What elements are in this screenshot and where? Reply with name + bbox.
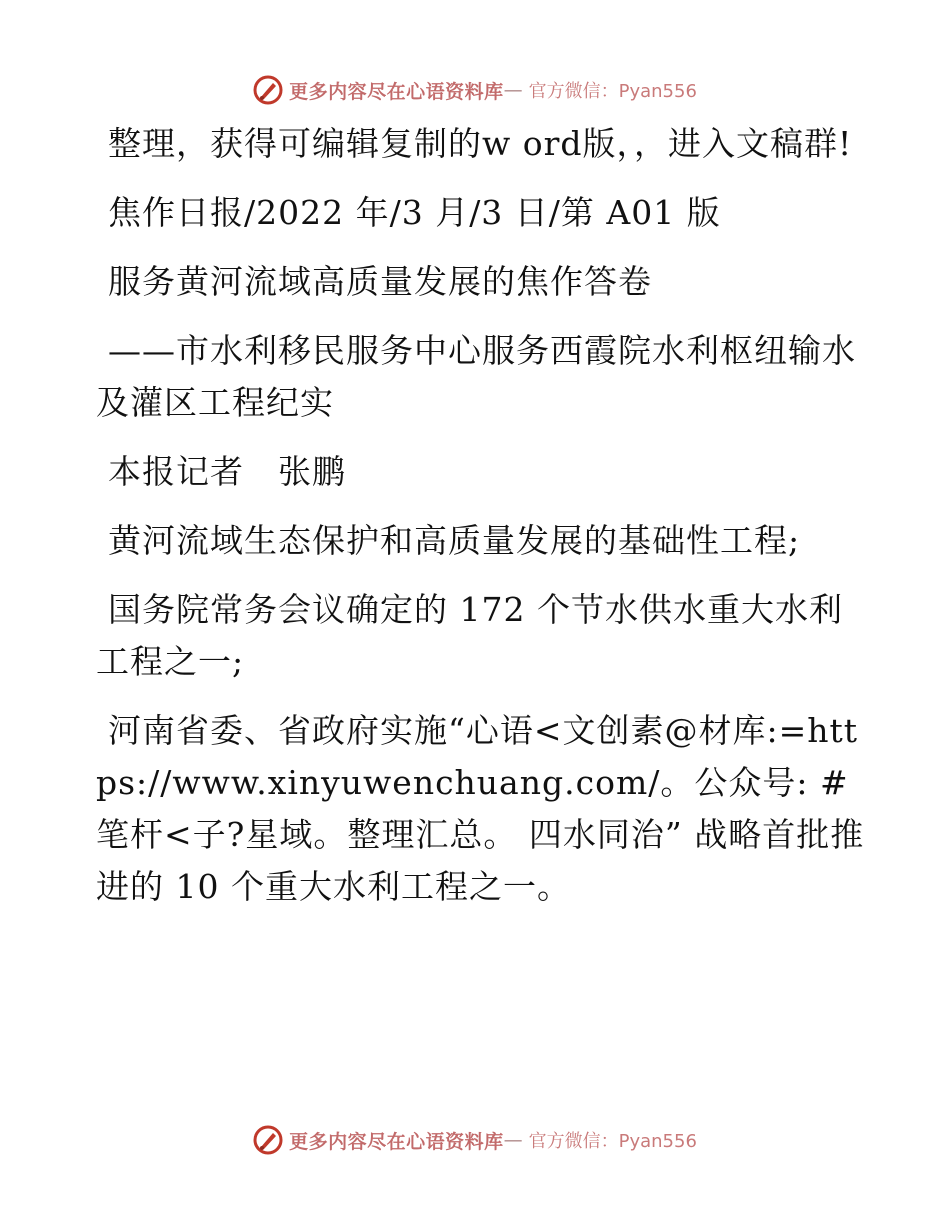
footer-separator: — bbox=[503, 1129, 523, 1151]
document-body bbox=[96, 118, 866, 930]
header-separator: — bbox=[503, 79, 523, 101]
footer-promo-text: 更多内容尽在心语资料库 bbox=[289, 1130, 504, 1153]
quill-logo-icon bbox=[253, 75, 283, 105]
paragraph-3: 河南省委、省政府实施“心语<文创素@材库:=https://www.xinyuwenchuang.com/。公众号: #笔杆<子?星域。整理汇总。 四水同治” 战略首批推进的 10 个重大水利工程之一。 bbox=[96, 711, 865, 906]
quill-logo-icon bbox=[253, 1125, 283, 1155]
header-wechat-label: 官方微信：Pyan556 bbox=[528, 81, 697, 102]
paragraph-1: 黄河流域生态保护和高质量发展的基础性工程; bbox=[108, 521, 801, 560]
article-subtitle: ——市水利移民服务中心服务西霞院水利枢纽输水及灌区工程纪实 bbox=[96, 331, 856, 422]
footer-watermark-banner bbox=[0, 1120, 950, 1160]
article-title: 服务黄河流域高质量发展的焦作答卷 bbox=[108, 262, 652, 301]
paragraph-intro: 整理，获得可编辑复制的w ord版，，进入文稿群! bbox=[108, 124, 853, 163]
paragraph-source-line: 焦作日报/2022 年/3 月/3 日/第 A01 版 bbox=[108, 193, 721, 232]
reporter-byline: 本报记者 张鹏 bbox=[108, 452, 346, 491]
header-promo-text: 更多内容尽在心语资料库 bbox=[289, 80, 504, 103]
header-watermark-banner bbox=[0, 70, 950, 110]
paragraph-2: 国务院常务会议确定的 172 个节水供水重大水利工程之一; bbox=[96, 590, 843, 681]
footer-wechat-label: 官方微信：Pyan556 bbox=[528, 1131, 697, 1152]
